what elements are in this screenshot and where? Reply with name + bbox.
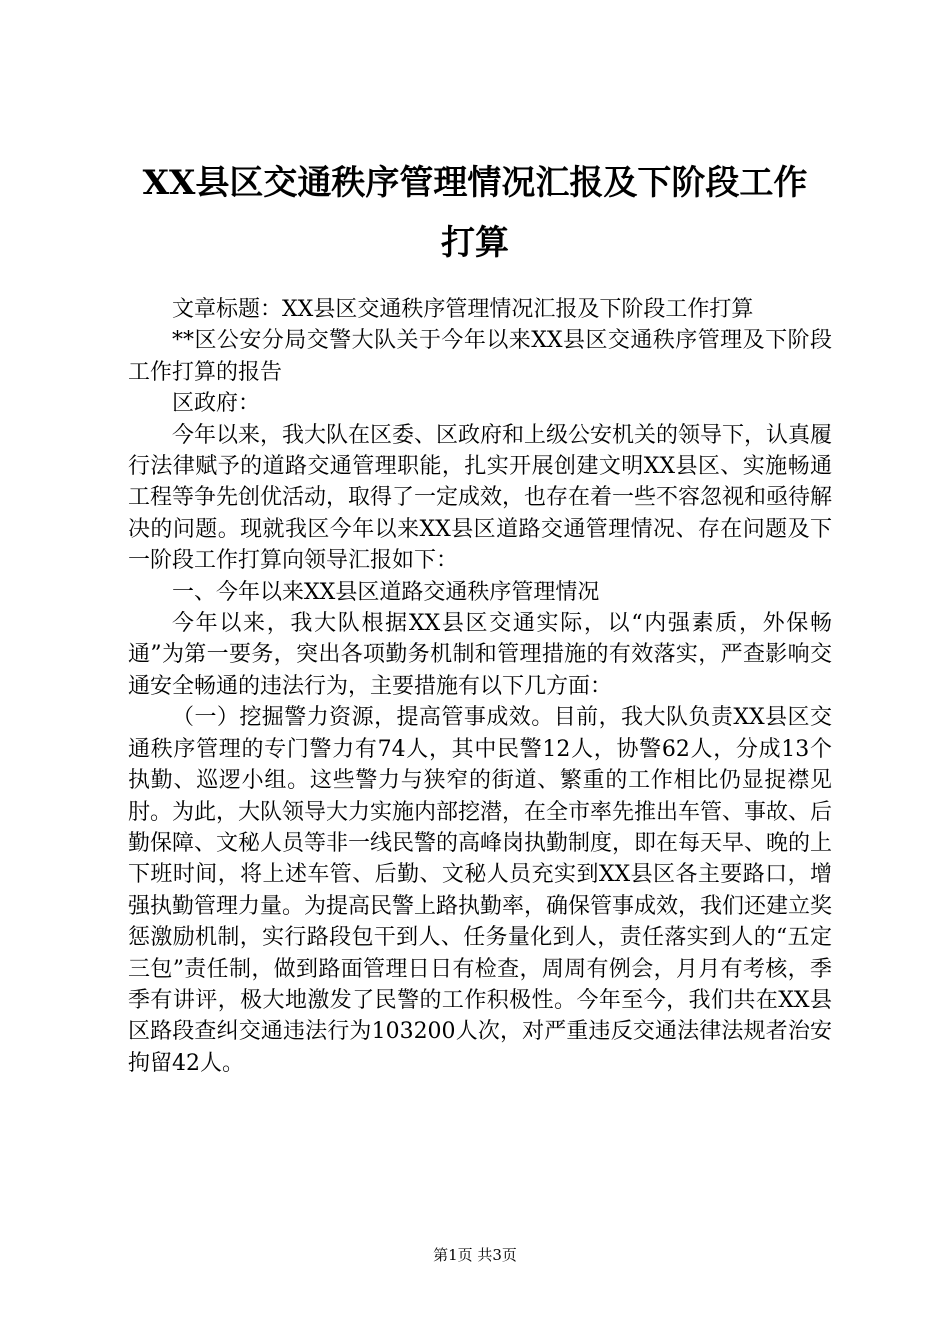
page-footer: 第1页 共3页 — [433, 1246, 517, 1264]
paragraph-intro: 今年以来，我大队在区委、区政府和上级公安机关的领导下，认真履行法律赋予的道路交通管理职能，扎实开展创建文明XX县区、实施畅通工程等争先创优活动，取得了一定成效，也存在着一些不容忽视和亟待解决的问题。现就我区今年以来XX县区道路交通管理情况、存在问题及下一阶段工作打算向领导汇报如下： — [128, 422, 833, 574]
document-body — [128, 294, 832, 1079]
document-title-line-1: XX县区交通秩序管理情况汇报及下阶段工作 — [142, 163, 808, 203]
paragraph-article-title: 文章标题：XX县区交通秩序管理情况汇报及下阶段工作打算 — [172, 297, 754, 322]
paragraph-section-heading: 一、今年以来XX县区道路交通秩序管理情况 — [172, 579, 600, 605]
document-title-line-2: 打算 — [441, 223, 509, 263]
paragraph-report-heading: **区公安分局交警大队关于今年以来XX县区交通秩序管理及下阶段工作打算的报告 — [128, 328, 832, 385]
paragraph-measure-one: （一）挖掘警力资源，提高管事成效。目前，我大队负责XX县区交通秩序管理的专门警力有74人，其中民警12人，协警62人，分成13个执勤、巡逻小组。这些警力与狭窄的街道、繁重的工作相比仍显捉襟见肘。为此，大队领导大力实施内部挖潜，在全市率先推出车管、事故、后勤保障、文秘人员等非一线民警的高峰岗执勤制度，即在每天早、晚的上下班时间，将上述车管、后勤、文秘人员充实到XX县区各主要路口，增强执勤管理力量。为提高民警上路执勤率，确保管事成效，我们还建立奖惩激励机制，实行路段包干到人、任务量化到人，责任落实到人的“五定三包”责任制，做到路面管理日日有检查，周周有例会，月月有考核，季季有讲评，极大地激发了民警的工作积极性。今年至今，我们共在XX县区路段查纠交通违法行为103200人次，对严重违反交通法律法规者治安拘留42人。 — [128, 705, 833, 1076]
paragraph-salutation: 区政府： — [172, 391, 261, 417]
paragraph-measures-intro: 今年以来，我大队根据XX县区交通实际，以“内强素质，外保畅通”为第一要务，突出各项勤务机制和管理措施的有效落实，严查影响交通安全畅通的违法行为，主要措施有以下几方面： — [128, 611, 832, 699]
